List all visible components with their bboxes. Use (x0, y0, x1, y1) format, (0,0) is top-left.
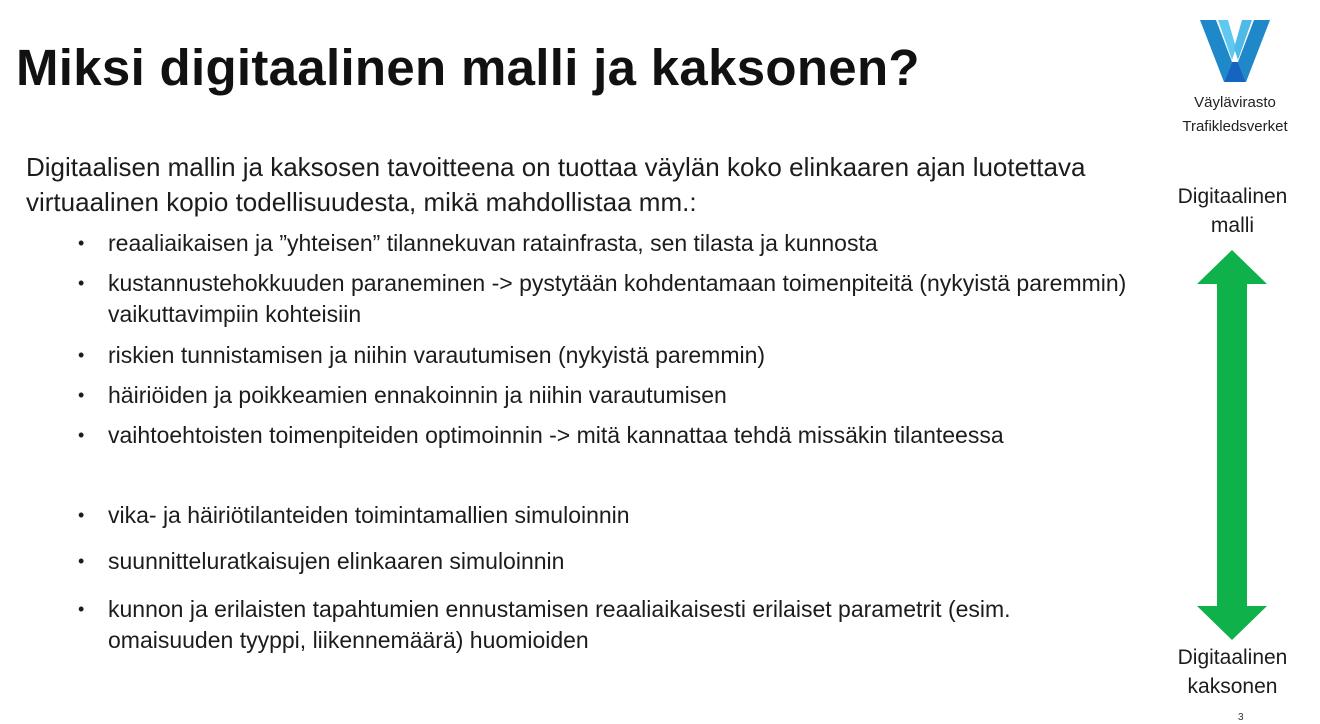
logo-text-swedish: Trafikledsverket (1182, 118, 1288, 135)
list-item-text: riskien tunnistamisen ja niihin varautumisen (nykyistä paremmin) (108, 342, 766, 368)
list-item-text: suunnitteluratkaisujen elinkaaren simuloinnin (108, 548, 565, 574)
list-item (78, 268, 1138, 330)
list-item (78, 420, 1138, 451)
list-item (78, 500, 1138, 531)
list-item-text: häiriöiden ja poikkeamien ennakoinnin ja niihin varautumisen (108, 382, 727, 408)
list-item (78, 340, 1138, 371)
bullet-symbol: • (78, 599, 85, 619)
intro-paragraph: Digitaalisen mallin ja kaksosen tavoitteena on tuottaa väylän koko elinkaaren ajan luotettava virtuaalinen kopio todellisuudesta, mikä mahdollistaa mm.: (26, 152, 1086, 217)
list-item (78, 546, 1138, 577)
bullet-symbol: • (78, 233, 85, 253)
bullet-symbol: • (78, 551, 85, 571)
page-number: 3 (1238, 712, 1244, 723)
logo-text-finnish: Väylävirasto (1194, 94, 1276, 111)
list-item-text: vika- ja häiriötilanteiden toimintamallien simuloinnin (108, 502, 630, 528)
logo-v-icon (1198, 18, 1272, 84)
arrow-shape (1197, 250, 1267, 640)
bullet-symbol: • (78, 505, 85, 525)
list-item (78, 380, 1138, 411)
bullet-symbol: • (78, 273, 85, 293)
double-arrow-icon (1195, 250, 1269, 640)
bullet-symbol: • (78, 425, 85, 445)
vaylavirasto-logo (1150, 18, 1320, 138)
digital-twin-label: Digitaalinen kaksonen (1177, 646, 1288, 698)
list-item-text: kunnon ja erilaisten tapahtumien ennustamisen reaaliaikaisesti erilaiset parametrit (esim. omaisuuden tyyppi, liikennemäärä) huomioiden (108, 596, 1011, 653)
list-item (78, 594, 1138, 656)
list-item-text: kustannustehokkuuden paraneminen -> pystytään kohdentamaan toimenpiteitä (nykyistä paremmin) vaikuttavimpiin kohteisiin (108, 270, 1127, 327)
list-item (78, 228, 1138, 259)
list-item-text: reaaliaikaisen ja ”yhteisen” tilannekuvan ratainfrasta, sen tilasta ja kunnosta (108, 230, 878, 256)
digital-model-label: Digitaalinen malli (1177, 185, 1288, 237)
slide-title: Miksi digitaalinen malli ja kaksonen? (16, 39, 920, 96)
bullet-symbol: • (78, 385, 85, 405)
list-item-text: vaihtoehtoisten toimenpiteiden optimoinnin -> mitä kannattaa tehdä missäkin tilanteessa (108, 422, 1004, 448)
bullet-symbol: • (78, 345, 85, 365)
